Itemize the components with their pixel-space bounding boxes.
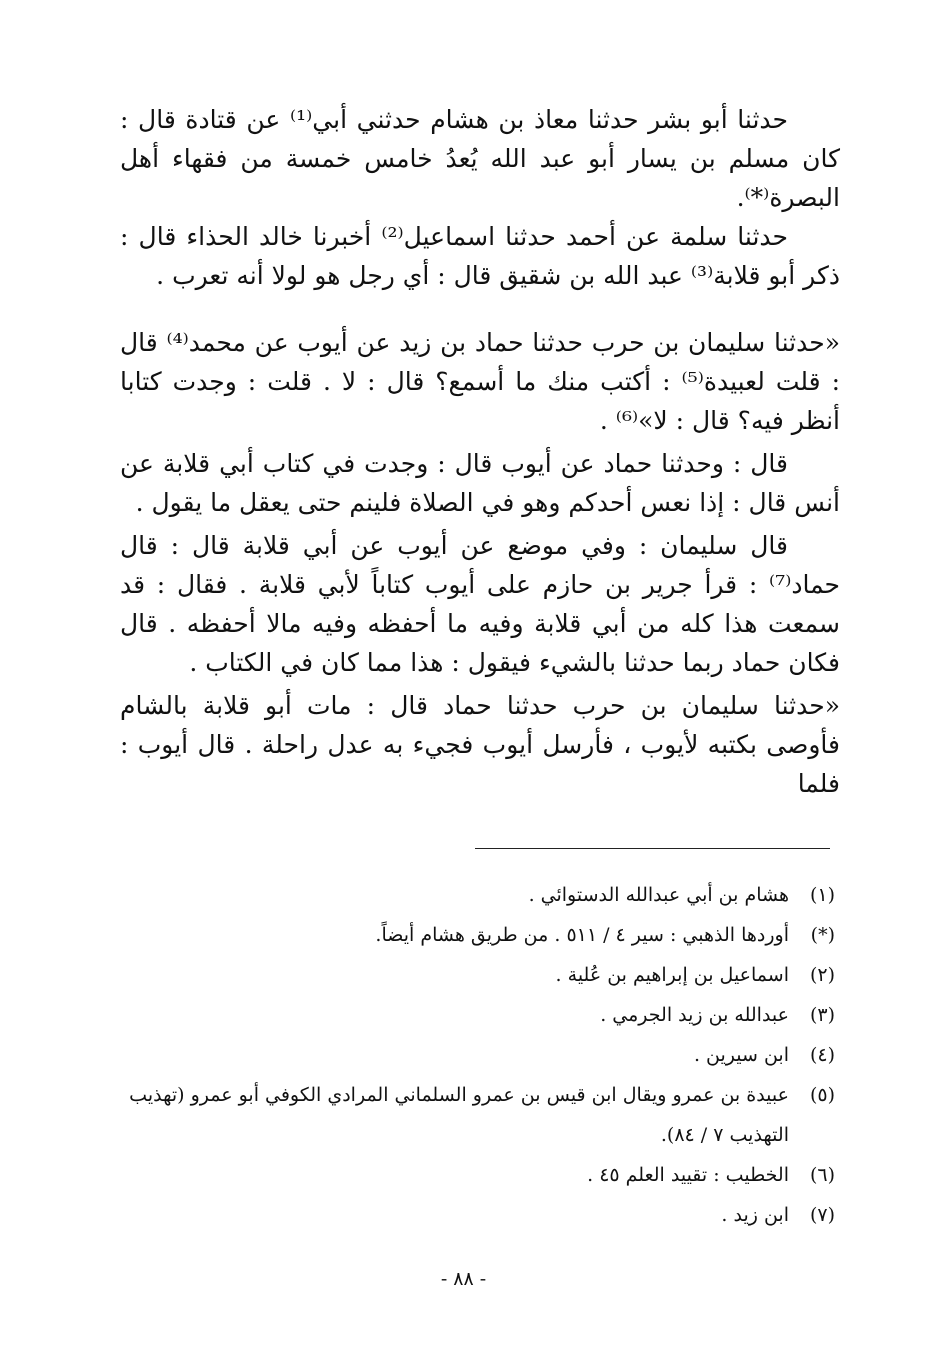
footnote-item <box>100 875 835 915</box>
footnote-number: (٣) <box>809 1004 835 1026</box>
footnote-number: (*) <box>810 924 835 946</box>
footnote-number: (٧) <box>809 1204 835 1226</box>
footnote-number: (٤) <box>809 1044 835 1066</box>
paragraph-6: «حدثنا سليمان بن حرب حدثنا حماد قال : مات أبو قلابة بالشام فأوصى بكتبه لأيوب ، فأرسل أيوب فجيء به عدل راحلة . قال أيوب : فلما <box>120 691 840 798</box>
paragraph-2: حدثنا سلمة عن أحمد حدثنا اسماعيل⁽²⁾ أخبرنا خالد الحذاء قال : ذكر أبو قلابة⁽³⁾ عبد الله بن شقيق قال : أي رجل هو لولا أنه تعرب . <box>120 222 840 290</box>
footnote-text: عبيدة بن عمرو ويقال ابن قيس بن عمرو السلماني المرادي الكوفي أبو عمرو (تهذيب التهذيب ٧ / ٨٤). <box>129 1084 789 1146</box>
footnote-item <box>100 955 835 995</box>
paragraph-3: «حدثنا سليمان بن حرب حدثنا حماد بن زيد عن أيوب عن محمد⁽⁴⁾ قال : قلت لعبيدة⁽⁵⁾ : أكتب منك ما أسمع؟ قال : لا . قلت : وجدت كتابا أنظر فيه؟ قال : لا»⁽⁶⁾ . <box>120 328 841 435</box>
paragraph-5: قال سليمان : وفي موضع عن أيوب عن أبي قلابة قال : قال حماد⁽⁷⁾ : قرأ جرير بن حازم على أيوب كتاباً لأبي قلابة . فقال : قد سمعت هذا كله من أبي قلابة وفيه ما أحفظه وفيه مالا أحفظه . قال فكان حماد ربما حدثنا بالشيء فيقول : هذا مما كان في الكتاب . <box>120 531 840 677</box>
main-text <box>120 100 840 803</box>
footnote-text: ابن زيد . <box>721 1204 789 1226</box>
footnote-number: (٢) <box>809 964 835 986</box>
footnote-number: (٦) <box>809 1164 835 1186</box>
paragraph-1: حدثنا أبو بشر حدثنا معاذ بن هشام حدثني أبي⁽¹⁾ عن قتادة قال : كان مسلم بن يسار أبو عبد الله يُعدُ خامس خمسة من فقهاء أهل البصرة⁽*⁾. <box>120 105 840 212</box>
footnote-item <box>100 1075 835 1155</box>
footnote-text: هشام بن أبي عبدالله الدستوائي . <box>528 884 789 906</box>
page-number: - ٨٨ - <box>440 1268 487 1290</box>
footnote-text: ابن سيرين . <box>693 1044 789 1066</box>
footnote-divider <box>475 848 830 849</box>
footnotes <box>100 875 835 1235</box>
footnote-text: أوردها الذهبي : سير ٤ / ٥١١ . من طريق هشام أيضاً. <box>375 924 789 946</box>
footnote-number: (٥) <box>809 1084 835 1106</box>
footnote-item <box>100 1195 835 1235</box>
footnote-item <box>100 915 835 955</box>
footnote-number: (١) <box>809 884 835 906</box>
footnote-text: الخطيب : تقييد العلم ٤٥ . <box>587 1164 789 1186</box>
footnote-item <box>100 1155 835 1195</box>
footnote-text: اسماعيل بن إبراهيم بن عُلية . <box>555 964 789 986</box>
footnote-text: عبدالله بن زيد الجرمي . <box>600 1004 789 1026</box>
paragraph-4: قال : وحدثنا حماد عن أيوب قال : وجدت في كتاب أبي قلابة عن أنس قال : إذا نعس أحدكم وهو في الصلاة فلينم حتى يعقل ما يقول . <box>120 449 840 517</box>
footnote-item <box>100 995 835 1035</box>
footnote-item <box>100 1035 835 1075</box>
